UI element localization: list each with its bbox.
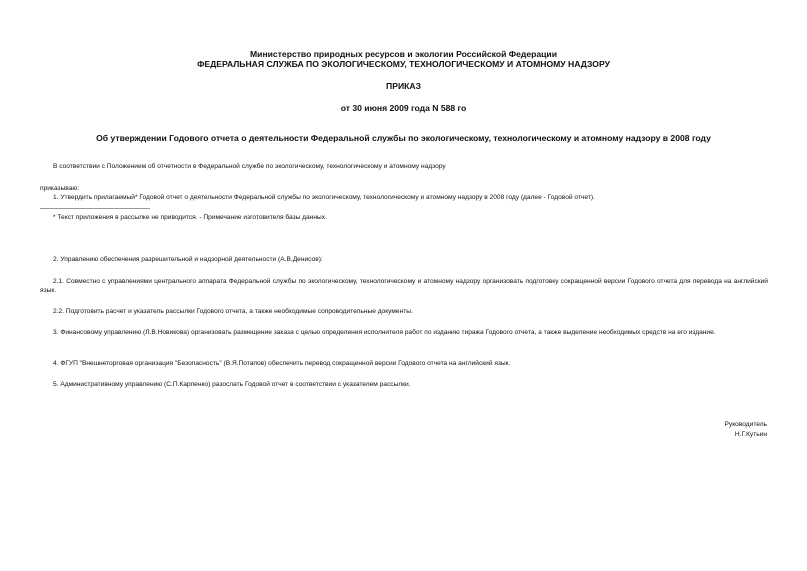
footnote-divider: [40, 208, 150, 209]
item-2: 2. Управлению обеспечения разрешительной и надзорной деятельности (А.В.Денисов):: [53, 256, 323, 263]
item-4: 4. ФГУП "Внешнеторговая организация "Безопасность" (В.Я.Потапов) обеспечить перевод сокращенной версии Годового отчета на английский язык.: [53, 360, 511, 367]
footnote: * Текст приложения в рассылке не приводится. - Примечание изготовителя базы данных.: [53, 214, 327, 221]
signatory-title: Руководитель: [724, 421, 767, 428]
item-3: 3. Финансовому управлению (Л.В.Новикова) организовать размещение заказа с целью определения исполнителя работ по изданию тиража Годового отчета, а также выделение необходимых средств на его издание.: [53, 329, 716, 336]
item-1: 1. Утвердить прилагаемый* Годовой отчет о деятельности Федеральной службы по экологическому, технологическому и атомному надзору в 2008 году (далее - Годовой отчет).: [53, 194, 595, 201]
item-5: 5. Административному управлению (С.П.Карпенко) разослать Годовой отчет в соответствии с указателем рассылки.: [53, 381, 411, 388]
ministry-name: Министерство природных ресурсов и экологии Российской Федерации: [250, 49, 557, 59]
document-subject: Об утверждении Годового отчета о деятельности Федеральной службы по экологическому, технологическому и атомному надзору в 2008 году: [96, 133, 711, 143]
item-2-2: 2.2. Подготовить расчет и указатель рассылки Годового отчета, а также необходимые сопроводительные документы.: [53, 308, 413, 315]
basis-paragraph: В соответствии с Положением об отчетности в Федеральной службе по экологическому, технологическому и атомному надзору: [53, 163, 446, 170]
signatory-name: Н.Г.Кутьин: [734, 431, 767, 438]
item-2-1: 2.1. Совместно с управлениями центрального аппарата Федеральной службы по экологическому, технологическому и атомному надзору организовать подготовку сокращенной версии Годового отчета для перевода на английский язык.: [40, 278, 768, 294]
service-name: ФЕДЕРАЛЬНАЯ СЛУЖБА ПО ЭКОЛОГИЧЕСКОМУ, ТЕХНОЛОГИЧЕСКОМУ И АТОМНОМУ НАДЗОРУ: [197, 59, 610, 69]
document-date-number: от 30 июня 2009 года N 588 го: [340, 103, 467, 113]
order-word: приказываю:: [40, 185, 80, 192]
document-type: ПРИКАЗ: [386, 81, 421, 91]
